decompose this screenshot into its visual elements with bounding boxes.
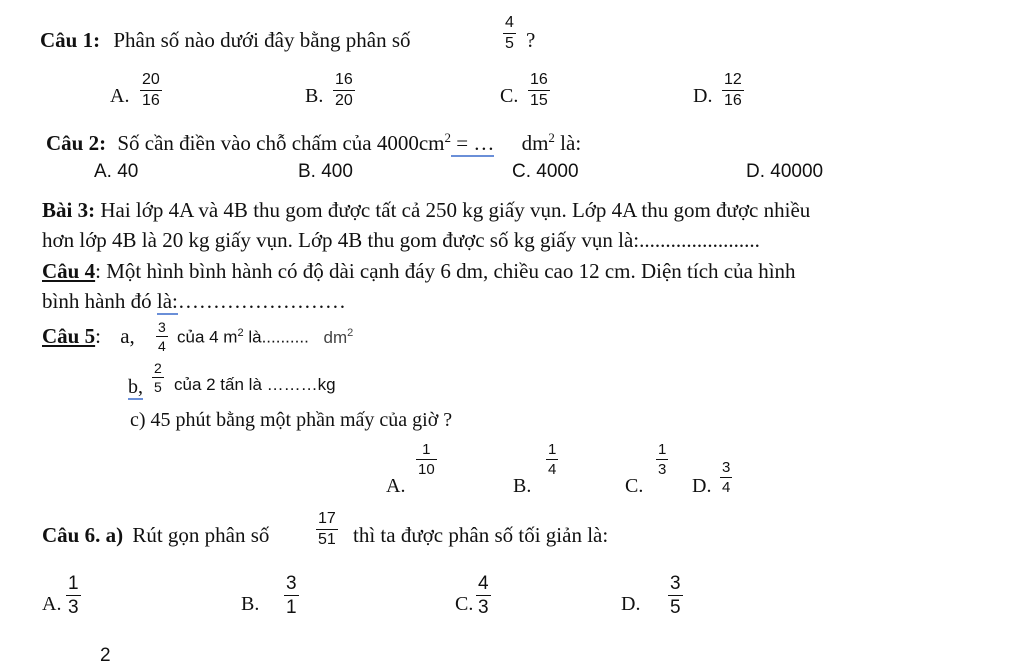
q3-text-line1: Hai lớp 4A và 4B thu gom được tất cả 250 kg giấy vụn. Lớp 4A thu gom được nhiều bbox=[100, 198, 811, 222]
q6-tail: thì ta được phân số tối giản là: bbox=[353, 523, 609, 547]
q1-option-d-fraction[interactable]: 12 16 bbox=[724, 71, 742, 109]
q5-label-line: Câu 5: a, bbox=[42, 324, 135, 348]
q2-unit-sup: 2 bbox=[548, 130, 555, 145]
q5-a-prefix: a, bbox=[120, 324, 135, 348]
q1-line bbox=[40, 30, 411, 51]
q1-label: Câu 1: bbox=[40, 28, 101, 52]
q5-a-blank[interactable]: là.......... bbox=[243, 327, 309, 347]
q3-label: Bài 3: bbox=[42, 198, 96, 222]
q2-option-d[interactable]: D. 40000 bbox=[746, 161, 824, 182]
q5-label: Câu 5 bbox=[42, 324, 96, 348]
q1-option-b-fraction[interactable]: 16 20 bbox=[335, 71, 353, 109]
q5-option-a-fraction[interactable]: 1 10 bbox=[418, 441, 435, 478]
q5-option-b-letter[interactable]: B. bbox=[513, 475, 532, 497]
q2-unit: dm bbox=[521, 131, 549, 155]
q2-line bbox=[46, 131, 581, 154]
q4-line2: bình hành đó là:…………………… bbox=[42, 289, 346, 313]
q4-la: là: bbox=[156, 289, 178, 313]
q1-option-d-letter[interactable]: D. bbox=[693, 85, 713, 107]
q5-option-d-fraction[interactable]: 3 4 bbox=[722, 459, 731, 496]
q6-option-b-letter[interactable]: B. bbox=[241, 593, 260, 615]
q2-tail: là: bbox=[554, 131, 582, 155]
q6-option-c-letter[interactable]: C. bbox=[455, 593, 474, 615]
q1-tail: ? bbox=[526, 28, 536, 52]
q5-a-fraction: 3 4 bbox=[158, 319, 166, 354]
q1-option-c-letter[interactable]: C. bbox=[500, 85, 519, 107]
q3-line1 bbox=[42, 200, 810, 221]
q6-option-a-letter[interactable]: A. bbox=[42, 593, 62, 615]
q6-text: Rút gọn phân số bbox=[132, 523, 270, 547]
q4-label: Câu 4 bbox=[42, 259, 96, 283]
q2-option-c[interactable]: C. 4000 bbox=[512, 161, 579, 182]
q5-option-c-letter[interactable]: C. bbox=[625, 475, 644, 497]
q6-option-c-fraction[interactable]: 4 3 bbox=[478, 573, 489, 618]
q5-option-c-fraction[interactable]: 1 3 bbox=[658, 441, 667, 478]
q2-option-b[interactable]: B. 400 bbox=[298, 161, 353, 182]
q4-blank[interactable]: …………………… bbox=[177, 289, 346, 313]
q5-b-text: của 2 tấn là ………kg bbox=[174, 375, 336, 394]
q3-line2: hơn lớp 4B là 20 kg giấy vụn. Lớp 4B thu gom được số kg giấy vụn là:....................... bbox=[42, 228, 760, 252]
q1-option-a-letter[interactable]: A. bbox=[110, 85, 130, 107]
q1-option-a-fraction[interactable]: 20 16 bbox=[142, 71, 160, 109]
q6-option-a-fraction[interactable]: 1 3 bbox=[68, 573, 79, 618]
q4-text-line1: : Một hình bình hành có độ dài cạnh đáy 6 dm, chiều cao 12 cm. Diện tích của hình bbox=[95, 259, 796, 283]
q6-line bbox=[42, 525, 269, 546]
q5-a-text: của 4 $m^2$ là.......... $dm^2$ bbox=[177, 327, 354, 347]
q5-option-a-letter[interactable]: A. bbox=[386, 475, 406, 497]
q6-option-d-fraction[interactable]: 3 5 bbox=[670, 573, 681, 618]
q6-option-d-letter[interactable]: D. bbox=[621, 593, 641, 615]
q5-b-prefix: b, bbox=[128, 376, 143, 398]
q2-option-a[interactable]: A. 40 bbox=[94, 161, 139, 182]
q1-option-c-fraction[interactable]: 16 15 bbox=[530, 71, 548, 109]
q2-blank[interactable]: = … bbox=[450, 131, 495, 155]
q2-text: Số cần điền vào chỗ chấm của 4000cm bbox=[117, 131, 445, 155]
q5-option-b-fraction[interactable]: 1 4 bbox=[548, 441, 557, 478]
q6-fraction: 17 51 bbox=[318, 510, 336, 548]
q2-label: Câu 2: bbox=[46, 131, 107, 155]
q2-sup: 2 bbox=[444, 130, 451, 145]
q4-line1 bbox=[42, 261, 796, 282]
q6-label: Câu 6. a) bbox=[42, 523, 124, 547]
q5-c-text: c) 45 phút bằng một phần mấy của giờ ? bbox=[130, 409, 453, 431]
q1-fraction: 4 5 bbox=[505, 14, 514, 52]
q6-option-b-fraction[interactable]: 3 1 bbox=[286, 573, 297, 618]
q5-option-d-letter[interactable]: D. bbox=[692, 475, 712, 497]
q5-b-fraction: 2 5 bbox=[154, 360, 162, 395]
page-number: 2 bbox=[100, 645, 111, 666]
q1-text: Phân số nào dưới đây bằng phân số bbox=[113, 28, 411, 52]
q1-option-b-letter[interactable]: B. bbox=[305, 85, 324, 107]
